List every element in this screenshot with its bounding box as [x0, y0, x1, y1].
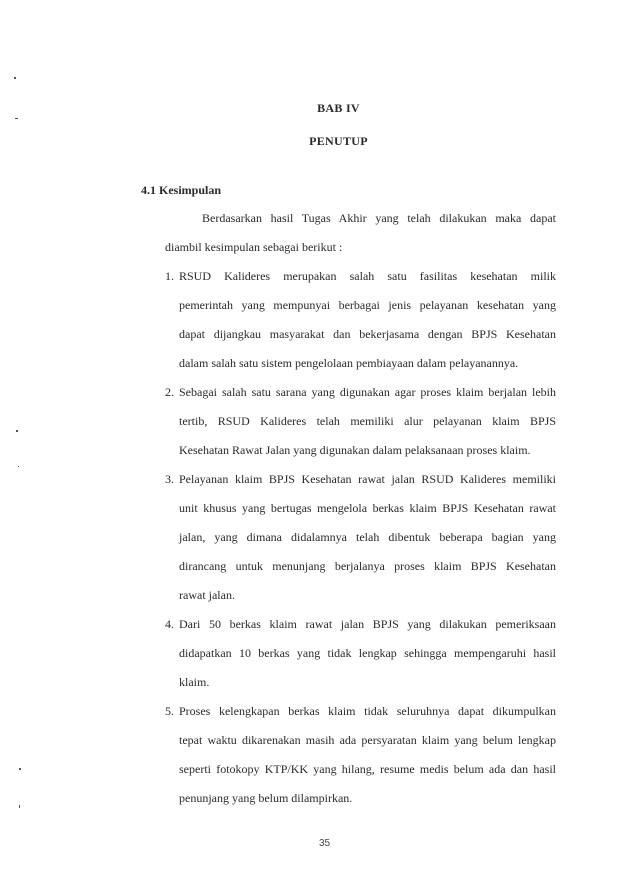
chapter-title: PENUTUP: [309, 134, 368, 148]
list-item-line: dapat dijangkau masyarakat dan bekerjasama dengan BPJS Kesehatan: [179, 327, 556, 341]
scan-speck: [19, 805, 20, 808]
list-item-number: 2.: [165, 385, 174, 399]
list-item-number: 3.: [165, 472, 174, 486]
list-item-line: Proses kelengkapan berkas klaim tidak seluruhnya dapat dikumpulkan: [179, 704, 556, 718]
list-item-number: 4.: [165, 617, 174, 631]
chapter-number: BAB IV: [317, 101, 360, 115]
list-item-line: pemerintah yang mempunyai berbagai jenis pelayanan kesehatan yang: [179, 298, 556, 312]
list-item-line: penunjang yang belum dilampirkan.: [179, 791, 353, 805]
list-item-line: Sebagai salah satu sarana yang digunakan agar proses klaim berjalan lebih: [179, 385, 556, 399]
list-item-line: klaim.: [179, 675, 210, 689]
list-item-line: didapatkan 10 berkas yang tidak lengkap sehingga mempengaruhi hasil: [179, 646, 556, 660]
list-item-line: rawat jalan.: [179, 588, 235, 602]
scan-speck: [18, 466, 19, 467]
list-item-line: Pelayanan klaim BPJS Kesehatan rawat jalan RSUD Kalideres memiliki: [179, 472, 556, 486]
intro-line-1: Berdasarkan hasil Tugas Akhir yang telah dilakukan maka dapat: [202, 211, 556, 225]
list-item-line: tepat waktu dikarenakan masih ada persyaratan klaim yang belum lengkap: [179, 733, 556, 747]
list-item-line: unit khusus yang bertugas mengelola berkas klaim BPJS Kesehatan rawat: [179, 501, 556, 515]
list-item-line: Kesehatan Rawat Jalan yang digunakan dalam pelaksanaan proses klaim.: [179, 443, 531, 457]
list-item-line: dalam salah satu sistem pengelolaan pembiayaan dalam pelayanannya.: [179, 356, 519, 370]
list-item-line: RSUD Kalideres merupakan salah satu fasilitas kesehatan milik: [179, 269, 556, 283]
scan-speck: [16, 430, 18, 432]
scan-speck: [14, 77, 16, 79]
section-heading: 4.1 Kesimpulan: [141, 183, 222, 197]
page-number: 35: [318, 838, 331, 849]
list-item-line: dirancang untuk menunjang berjalanya proses klaim BPJS Kesehatan: [179, 559, 556, 573]
scan-speck: [15, 118, 18, 119]
list-item-number: 5.: [165, 704, 174, 718]
list-item-line: tertib, RSUD Kalideres telah memiliki alur pelayanan klaim BPJS: [179, 414, 556, 428]
list-item-line: seperti fotokopy KTP/KK yang hilang, resume medis belum ada dan hasil: [179, 762, 556, 776]
list-item-number: 1.: [165, 269, 174, 283]
intro-line-2: diambil kesimpulan sebagai berikut :: [165, 240, 343, 254]
list-item-line: Dari 50 berkas klaim rawat jalan BPJS yang dilakukan pemeriksaan: [179, 617, 556, 631]
scan-speck: [19, 768, 21, 770]
list-item-line: jalan, yang dimana didalamnya telah dibentuk beberapa bagian yang: [179, 530, 556, 544]
